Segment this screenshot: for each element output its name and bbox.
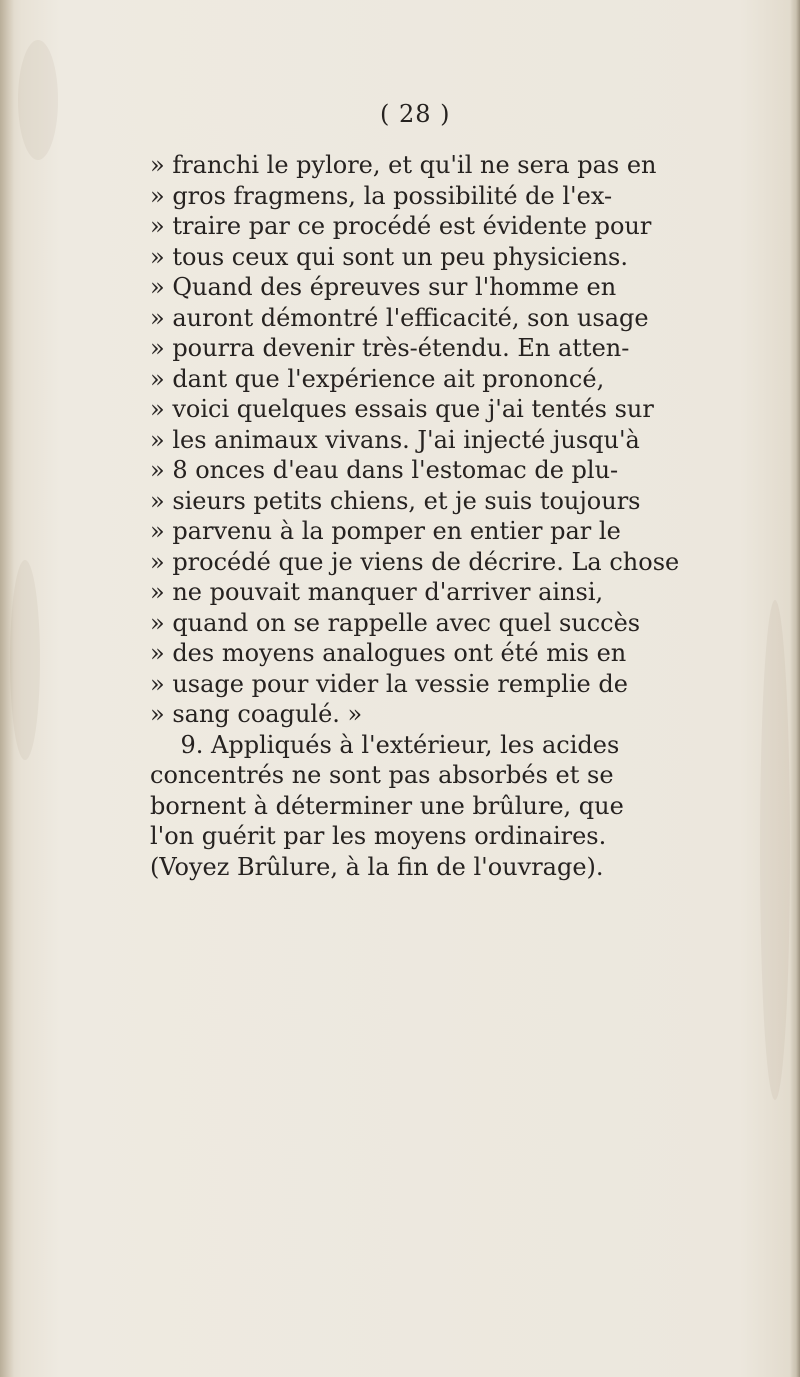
- text-line: » Quand des épreuves sur l'homme en: [150, 273, 617, 301]
- text-line: » procédé que je viens de décrire. La chose: [150, 547, 680, 576]
- text-line: » sieurs petits chiens, et je suis toujours: [150, 486, 641, 515]
- text-line: » usage pour vider la vessie remplie de: [150, 669, 628, 698]
- text-line: » auront démontré l'efficacité, son usage: [150, 303, 649, 332]
- text-line: l'on guérit par les moyens ordinaires.: [150, 822, 607, 850]
- text-line: » parvenu à la pomper en entier par le: [150, 517, 621, 545]
- text-line: » quand on se rappelle avec quel succès: [150, 608, 641, 637]
- text-line: » 8 onces d'eau dans l'estomac de plu-: [150, 456, 619, 484]
- text-line: » voici quelques essais que j'ai tentés sur: [150, 395, 654, 423]
- text-line: » sang coagulé. »: [150, 700, 363, 728]
- text-line: » pourra devenir très-étendu. En atten-: [150, 334, 630, 362]
- text-line: » des moyens analogues ont été mis en: [150, 639, 627, 667]
- text-line: » dant que l'expérience ait prononcé,: [150, 364, 605, 393]
- body-text: [150, 150, 800, 882]
- text-line: » les animaux vivans. J'ai injecté jusqu'à: [150, 425, 640, 454]
- text-line: » franchi le pylore, et qu'il ne sera pas en: [150, 151, 657, 179]
- text-line: (Voyez Brûlure, à la fin de l'ouvrage).: [150, 852, 604, 881]
- text-line: concentrés ne sont pas absorbés et se: [150, 761, 614, 789]
- text-line: » tous ceux qui sont un peu physiciens.: [150, 242, 628, 271]
- page-number: ( 28 ): [380, 100, 451, 128]
- text-line: » gros fragmens, la possibilité de l'ex-: [150, 181, 613, 210]
- paper-stain: [18, 40, 58, 160]
- text-line: » traire par ce procédé est évidente pour: [150, 212, 652, 240]
- text-line: bornent à déterminer une brûlure, que: [150, 791, 624, 820]
- text-line: 9. Appliqués à l'extérieur, les acides: [150, 730, 620, 759]
- text-line: » ne pouvait manquer d'arriver ainsi,: [150, 578, 604, 606]
- paper-stain: [10, 560, 40, 760]
